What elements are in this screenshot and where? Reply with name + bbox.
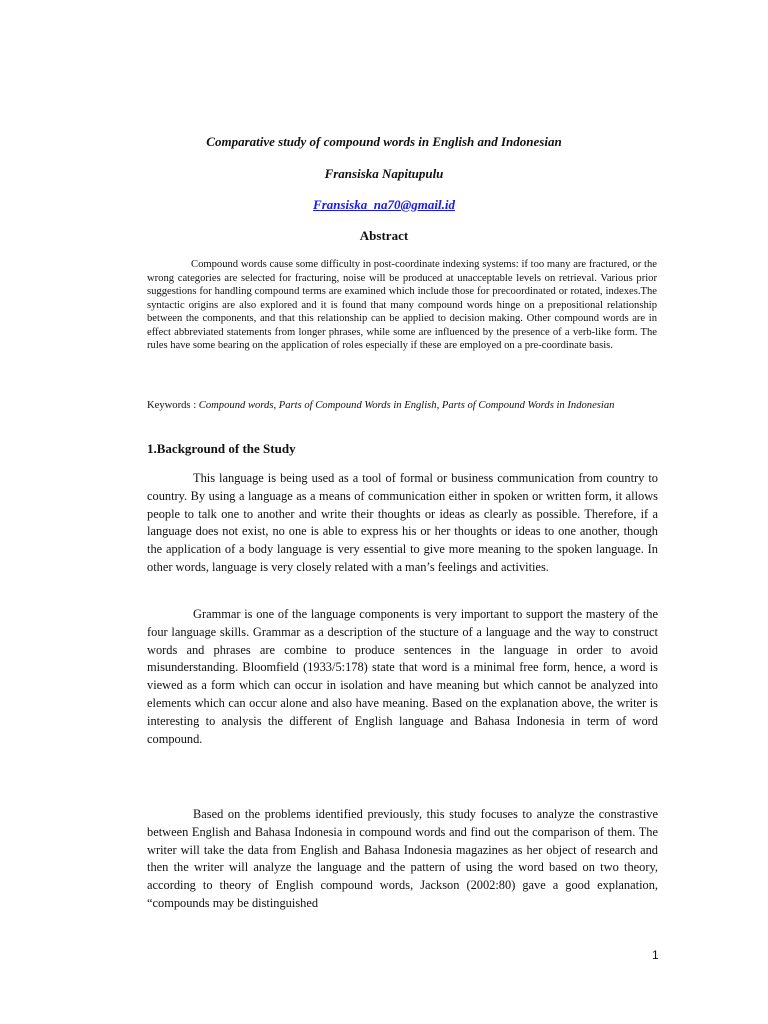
body-paragraph: Grammar is one of the language components is very important to support the mastery of the four language skills. Grammar as a description of the stucture of a language and the way to construct words and phrases are combine to produce sentences in the language in order to avoid misunderstanding. Bloomfield (1933/5:178) state that word is a minimal free form, hence, a word is viewed as a form which can occur in isolation and have meaning but which cannot be analyzed into elements which can occur alone and also have meaning. Based on the explanation above, the writer is interesting to analysis the different of English language and Bahasa Indonesia in term of word compound.	[147, 607, 658, 746]
abstract-text: Compound words cause some difficulty in post-coordinate indexing systems: if too many are fractured, or the wrong categories are selected for fracturing, noise will be produced at unacceptable levels on retrieval. Various prior suggestions for handling compound terms are examined which include those for precoordinated or rotated, indexes.The syntactic origins are also explored and it is found that many compound words hinge on a prepositional relationship between the components, and that this relationship can be applied to decision making. Other compound words are in effect abbreviated statements from longer phrases, while some are influenced by the presence of a verb-like form. The rules have some bearing on the application of roles especially if these are employed on a pre-coordinate basis.	[147, 259, 657, 351]
section-heading: 1.Background of the Study	[147, 441, 296, 456]
keywords-list: Compound words, Parts of Compound Words in English, Parts of Compound Words in Indonesian	[198, 400, 615, 411]
author-email-link[interactable]: Fransiska_na70@gmail.id	[313, 197, 455, 212]
keywords	[147, 398, 657, 413]
body-paragraph: Based on the problems identified previously, this study focuses to analyze the constrastive between English and Bahasa Indonesia in compound words and find out the comparison of them. The writer will take the data from English and Bahasa Indonesia magazines as her object of research and then the writer will analyze the language and the pattern of using the word based on two theory, according to theory of English compound words, Jackson (2002:80) gave a good explanation, “compounds may be distinguished	[147, 807, 658, 910]
abstract-heading: Abstract	[359, 228, 409, 243]
paper-title: Comparative study of compound words in English and Indonesian	[206, 134, 562, 149]
body-paragraph: This language is being used as a tool of formal or business communication from country to country. By using a language as a means of communication either in spoken or written form, it allows people to talk one to another and write their thoughts or ideas as clearly as possible. Therefore, if a language does not exist, no one is able to express his or her thoughts or ideas to one another, though the application of a body language is very essential to give more meaning to the spoken language. In other words, language is very closely related with a man’s feelings and activities.	[147, 471, 658, 574]
author-name: Fransiska Napitupulu	[324, 166, 444, 181]
keywords-label: Keywords :	[147, 400, 199, 411]
page-number: 1	[652, 948, 659, 962]
